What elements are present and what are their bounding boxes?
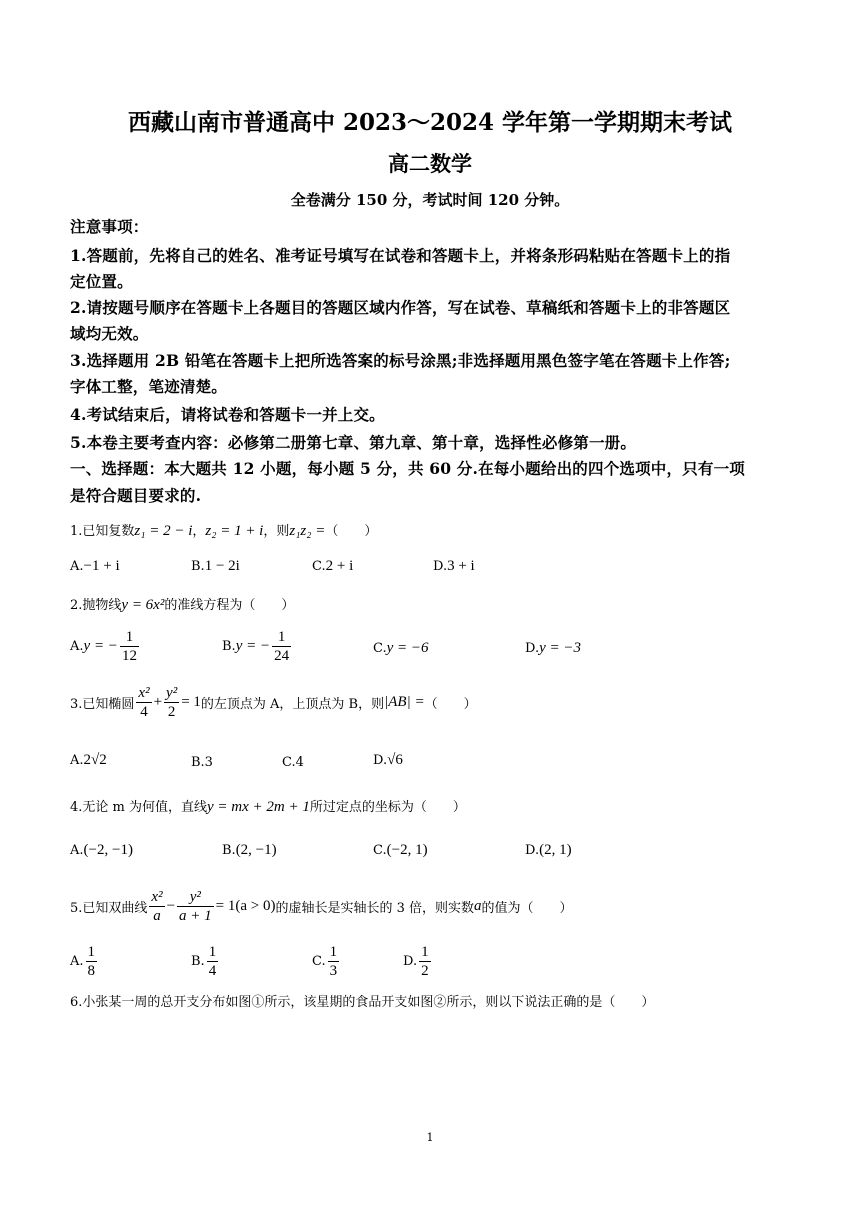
option-fraction (419, 943, 431, 980)
section-heading: 一、选择题：本大题共 12 小题，每小题 5 分，共 60 分.在每小题给出的四个选项中，只有一项 (70, 459, 746, 478)
q4-option-d (525, 842, 572, 859)
option-label: B. (222, 843, 236, 858)
denominator: 3 (329, 963, 338, 979)
subject-title: 高二数学 (388, 151, 472, 176)
option-value: (2, −1) (235, 842, 277, 858)
option-label: B. (191, 559, 205, 574)
q5-fraction-y (177, 888, 214, 925)
q2-prefix: 2.抛物线 (70, 598, 122, 613)
q2-expr: y = 6x² (121, 597, 165, 613)
option-label: D. (373, 753, 388, 768)
q4-expr: y = mx + 2m + 1 (207, 799, 310, 815)
option-value: 2√2 (83, 752, 107, 768)
q5-suffix2: 的值为（ ） (481, 901, 573, 916)
denominator: 12 (121, 648, 137, 664)
question-2 (70, 594, 294, 614)
q5-prefix: 5.已知双曲线 (70, 901, 148, 916)
denominator: 4 (140, 704, 148, 720)
q1-option-d (433, 558, 475, 575)
q3-abs: |AB| = (384, 694, 425, 710)
q3-prefix: 3.已知椭圆 (70, 697, 135, 712)
q5-var: a (474, 898, 482, 914)
option-value: (2, 1) (539, 842, 572, 858)
numerator: y² (166, 685, 178, 701)
denominator: 24 (274, 648, 290, 664)
numerator: 1 (272, 628, 291, 647)
q2-option-c (373, 640, 429, 657)
option-label: D. (433, 559, 448, 574)
notice-line: 定位置。 (70, 272, 133, 291)
denominator: 2 (167, 704, 176, 720)
notice-line: 4.考试结束后，请将试卷和答题卡一并上交。 (70, 405, 385, 424)
q3-suffix: 的左顶点为 A，上顶点为 B，则 (200, 697, 385, 712)
notice-line: 3.选择题用 2B 铅笔在答题卡上把所选答案的标号涂黑;非选择题用黑色签字笔在答题卡上作答; (70, 351, 731, 370)
numerator: 1 (421, 944, 429, 960)
option-value: −1 + i (83, 558, 120, 574)
exam-title: 西藏山南市普通高中 2023～2024 学年第一学期期末考试 (127, 109, 733, 136)
numerator: 1 (120, 628, 139, 647)
notice-heading: 注意事项： (70, 217, 149, 236)
question-6: 6.小张某一周的总开支分布如图①所示，该星期的食品开支如图②所示，则以下说法正确的是（ ） (70, 995, 655, 1010)
question-5 (70, 888, 573, 925)
q5-minus: − (166, 898, 176, 914)
q3-fraction-x (136, 684, 151, 721)
numerator: x² (151, 889, 163, 905)
exam-info: 全卷满分 150 分，考试时间 120 分钟。 (290, 191, 570, 209)
q4-option-a (70, 842, 133, 859)
notice-line: 域均无效。 (70, 324, 149, 343)
denominator: a (153, 908, 161, 924)
q3-eq: = 1 (181, 694, 201, 710)
q5-option-a (70, 943, 99, 980)
q1-prefix: 1.已知复数 (70, 524, 135, 539)
option-label: A. (70, 954, 84, 969)
option-label: C. (373, 641, 387, 656)
q2-option-b (222, 628, 293, 665)
q1-option-c (312, 558, 353, 575)
page-number: 1 (426, 1131, 434, 1144)
option-fraction (86, 943, 98, 980)
option-label: D. (525, 641, 540, 656)
option-value: y = −3 (539, 640, 581, 656)
q5-suffix: 的虚轴长是实轴长的 3 倍，则实数 (275, 901, 475, 916)
q5-option-b (191, 943, 220, 980)
q5-eq: = 1(a > 0) (215, 898, 276, 914)
q2-b-fraction (272, 628, 291, 665)
q3-option-b: B.3 (191, 755, 213, 770)
option-fraction (328, 943, 340, 980)
q2-option-a (70, 628, 141, 665)
option-value: 1 − 2i (204, 558, 240, 574)
section-heading-cont: 是符合题目要求的. (70, 486, 202, 505)
option-label: B. (191, 954, 205, 969)
numerator: y² (177, 888, 214, 907)
notice-line: 5.本卷主要考查内容：必修第二册第七章、第九章、第十章，选择性必修第一册。 (70, 433, 637, 452)
q1-z2: z₂ = 1 + i (205, 523, 264, 539)
notice-line: 1.答题前，先将自己的姓名、准考证号填写在试卷和答题卡上，并将条形码粘贴在答题卡上的指 (70, 246, 731, 265)
option-label: A. (70, 559, 84, 574)
q5-option-c (312, 943, 341, 980)
q3-option-d (373, 752, 403, 769)
notice-line: 字体工整，笔迹清楚。 (70, 377, 228, 396)
numerator: 1 (87, 944, 96, 960)
option-label: D. (525, 843, 540, 858)
option-label: B. (222, 639, 236, 654)
option-label: D. (403, 954, 418, 969)
denominator: a + 1 (179, 908, 212, 924)
option-value: 3 + i (447, 558, 475, 574)
q3-fraction-y (164, 684, 179, 721)
denominator: 4 (208, 963, 217, 979)
q2-suffix: 的准线方程为（ ） (164, 598, 295, 613)
option-label: A. (70, 753, 84, 768)
numerator: 1 (208, 944, 217, 960)
q4-option-b (222, 842, 277, 859)
q1-expr: z₁z₂ = (289, 523, 326, 539)
q4-option-c (373, 842, 428, 859)
q5-option-d (403, 943, 433, 980)
option-lhs: y = − (235, 638, 271, 654)
option-fraction (207, 943, 219, 980)
option-value: √6 (387, 752, 403, 768)
q3-plus: + (153, 694, 163, 710)
question-4 (70, 796, 466, 816)
denominator: 2 (421, 963, 429, 979)
option-value: (−2, −1) (83, 842, 133, 858)
numerator: 1 (329, 944, 338, 960)
denominator: 8 (87, 963, 96, 979)
option-label: C. (312, 559, 326, 574)
q5-fraction-x (149, 888, 164, 925)
option-label: C. (373, 843, 387, 858)
question-3 (70, 684, 477, 721)
q3-option-a (70, 752, 107, 769)
option-label: A. (70, 639, 84, 654)
numerator: x² (138, 685, 150, 701)
q1-z1: z₁ = 2 − i (134, 523, 193, 539)
question-1 (70, 520, 377, 540)
q1-sep: ， (192, 524, 206, 539)
option-label: C. (312, 954, 326, 969)
option-value: (−2, 1) (386, 842, 428, 858)
q4-suffix: 所过定点的坐标为（ ） (309, 800, 466, 815)
option-lhs: y = − (83, 638, 118, 654)
q3-option-c: C.4 (282, 755, 304, 770)
option-value: y = −6 (386, 640, 429, 656)
q3-paren: （ ） (424, 697, 477, 712)
q1-paren: （ ） (325, 524, 378, 539)
option-label: A. (70, 843, 84, 858)
q4-prefix: 4.无论 m 为何值，直线 (70, 800, 207, 815)
q1-mid: ，则 (263, 524, 290, 539)
q2-option-d (525, 640, 581, 657)
q1-option-b (191, 558, 240, 575)
notice-line: 2.请按题号顺序在答题卡上各题目的答题区域内作答，写在试卷、草稿纸和答题卡上的非答题区 (70, 298, 731, 317)
q1-option-a (70, 558, 120, 575)
option-value: 2 + i (325, 558, 354, 574)
q2-a-fraction (120, 628, 139, 665)
